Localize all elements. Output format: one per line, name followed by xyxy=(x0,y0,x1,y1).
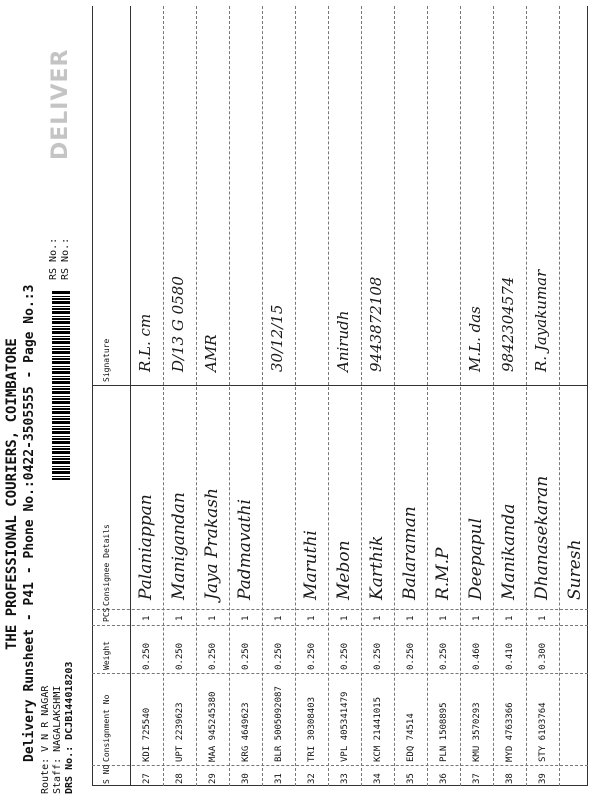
row-pcs: 1 xyxy=(175,615,185,621)
table-left-border xyxy=(92,785,588,786)
row-weight: 0.300 xyxy=(538,642,548,670)
row-consignment-no: MAA 945245380 xyxy=(208,691,218,762)
row-signature: 9842304574 xyxy=(499,276,517,372)
row-consignee: Padmavathi xyxy=(235,499,255,600)
col-divider xyxy=(92,673,588,674)
row-pcs: 1 xyxy=(142,615,152,621)
row-weight: 0.250 xyxy=(175,642,185,670)
row-consignment-no: KRG 4649623 xyxy=(241,702,251,762)
row-consignment-no: BLR 5005092087 xyxy=(274,686,284,762)
row-signature: 9443872108 xyxy=(367,276,385,372)
row-consignee: Suresh xyxy=(565,539,585,600)
row-consignment-no: KMU 3570293 xyxy=(472,702,482,762)
row-sno: 36 xyxy=(439,773,449,784)
rs-number-1: RS No.: xyxy=(48,237,59,280)
header-bottom-border xyxy=(130,6,131,786)
row-pcs: 1 xyxy=(439,615,449,621)
row-signature: R.L. cm xyxy=(136,313,154,372)
row-separator xyxy=(361,6,362,786)
row-separator xyxy=(295,6,296,786)
row-pcs: 1 xyxy=(274,615,284,621)
row-consignment-no: TRI 30308403 xyxy=(307,696,317,762)
row-signature: M.L. das xyxy=(466,306,484,372)
row-separator xyxy=(427,6,428,786)
row-consignee: Manikanda xyxy=(499,503,519,600)
row-sno: 27 xyxy=(142,773,152,784)
row-weight: 0.250 xyxy=(274,642,284,670)
row-pcs: 1 xyxy=(340,615,350,621)
drs-number: DRS No.: DCJB144018203 xyxy=(64,661,75,794)
row-sno: 33 xyxy=(340,773,350,784)
row-consignee: Mebon xyxy=(334,540,354,600)
row-pcs: 1 xyxy=(208,615,218,621)
row-pcs: 1 xyxy=(373,615,383,621)
row-separator xyxy=(559,6,560,786)
row-consignee: Jaya Prakash xyxy=(202,488,222,600)
row-pcs: 1 xyxy=(538,615,548,621)
row-consignment-no: EDQ 74514 xyxy=(406,713,416,762)
row-signature: AMR xyxy=(202,334,220,372)
company-title: THE PROFESSIONAL COURIERS, COIMBATORE xyxy=(4,338,20,650)
row-sno: 39 xyxy=(538,773,548,784)
barcode xyxy=(52,290,70,480)
row-sno: 34 xyxy=(373,773,383,784)
row-consignment-no: STY 6103764 xyxy=(538,702,548,762)
rs-number-2: RS No.: xyxy=(60,237,71,280)
row-weight: 0.250 xyxy=(373,642,383,670)
row-separator xyxy=(262,6,263,786)
col-header-consignment: Consignment No xyxy=(102,694,111,762)
col-header-signature: Signature xyxy=(102,338,111,382)
row-sno: 31 xyxy=(274,773,284,784)
row-consignee: Karthik xyxy=(367,535,387,600)
row-signature: 30/12/15 xyxy=(268,304,286,372)
row-consignee: Deepapul xyxy=(466,517,486,600)
row-weight: 0.250 xyxy=(307,642,317,670)
col-divider xyxy=(92,625,588,626)
row-consignee: Balaraman xyxy=(400,506,420,600)
row-weight: 0.250 xyxy=(241,642,251,670)
row-separator xyxy=(328,6,329,786)
row-consignment-no: UPT 2239623 xyxy=(175,702,185,762)
row-pcs: 1 xyxy=(505,615,515,621)
row-consignment-no: PLN 1508895 xyxy=(439,702,449,762)
col-header-consignee: Consignee Details xyxy=(102,524,111,606)
col-header-pcs: PCS xyxy=(102,607,111,622)
row-sno: 30 xyxy=(241,773,251,784)
row-sno: 37 xyxy=(472,773,482,784)
row-weight: 0.410 xyxy=(505,642,515,670)
runsheet-title: Delivery Runsheet - P41 - Phone No.:0422-3505555 - Page No.:3 xyxy=(22,284,37,762)
row-separator xyxy=(229,6,230,786)
row-consignment-no: KDI 725540 xyxy=(142,707,152,762)
row-separator xyxy=(394,6,395,786)
row-pcs: 1 xyxy=(472,615,482,621)
row-separator xyxy=(196,6,197,786)
row-consignee: R.M.P xyxy=(433,547,453,600)
row-consignee: Palaniappan xyxy=(136,494,156,600)
col-header-weight: Weight xyxy=(102,641,111,670)
runsheet-table xyxy=(92,6,588,786)
route-line: Route: V N R NAGAR xyxy=(40,685,51,794)
row-sno: 32 xyxy=(307,773,317,784)
row-weight: 0.250 xyxy=(406,642,416,670)
row-consignee: Manigandan xyxy=(169,492,189,600)
row-separator xyxy=(493,6,494,786)
row-weight: 0.250 xyxy=(439,642,449,670)
row-weight: 0.250 xyxy=(142,642,152,670)
staff-line: Staff: NAGALAKSHMI xyxy=(52,685,63,794)
row-weight: 0.250 xyxy=(340,642,350,670)
row-signature: Anirudh xyxy=(334,310,352,372)
row-pcs: 1 xyxy=(307,615,317,621)
table-bottom-border xyxy=(587,6,588,786)
row-consignment-no: MYD 4763366 xyxy=(505,702,515,762)
row-separator xyxy=(526,6,527,786)
col-divider xyxy=(92,609,588,610)
table-top-border xyxy=(92,6,93,786)
row-separator xyxy=(163,6,164,786)
row-consignment-no: VPL 405341479 xyxy=(340,691,350,762)
row-sno: 35 xyxy=(406,773,416,784)
row-consignment-no: KCM 21441015 xyxy=(373,696,383,762)
row-sno: 28 xyxy=(175,773,185,784)
row-separator xyxy=(460,6,461,786)
row-pcs: 1 xyxy=(406,615,416,621)
delivered-stamp: DELIVER xyxy=(48,48,73,160)
col-divider xyxy=(92,765,588,766)
col-divider-signature xyxy=(92,385,588,386)
row-sno: 38 xyxy=(505,773,515,784)
col-header-sno: S NO xyxy=(102,764,111,784)
row-weight: 0.460 xyxy=(472,642,482,670)
row-signature: R. Jayakumar xyxy=(532,269,550,372)
row-consignee: Maruthi xyxy=(301,530,321,600)
row-weight: 0.250 xyxy=(208,642,218,670)
row-sno: 29 xyxy=(208,773,218,784)
row-pcs: 1 xyxy=(241,615,251,621)
row-consignee: Dhanasekaran xyxy=(532,475,552,600)
row-signature: D/13 G 0580 xyxy=(169,276,187,372)
